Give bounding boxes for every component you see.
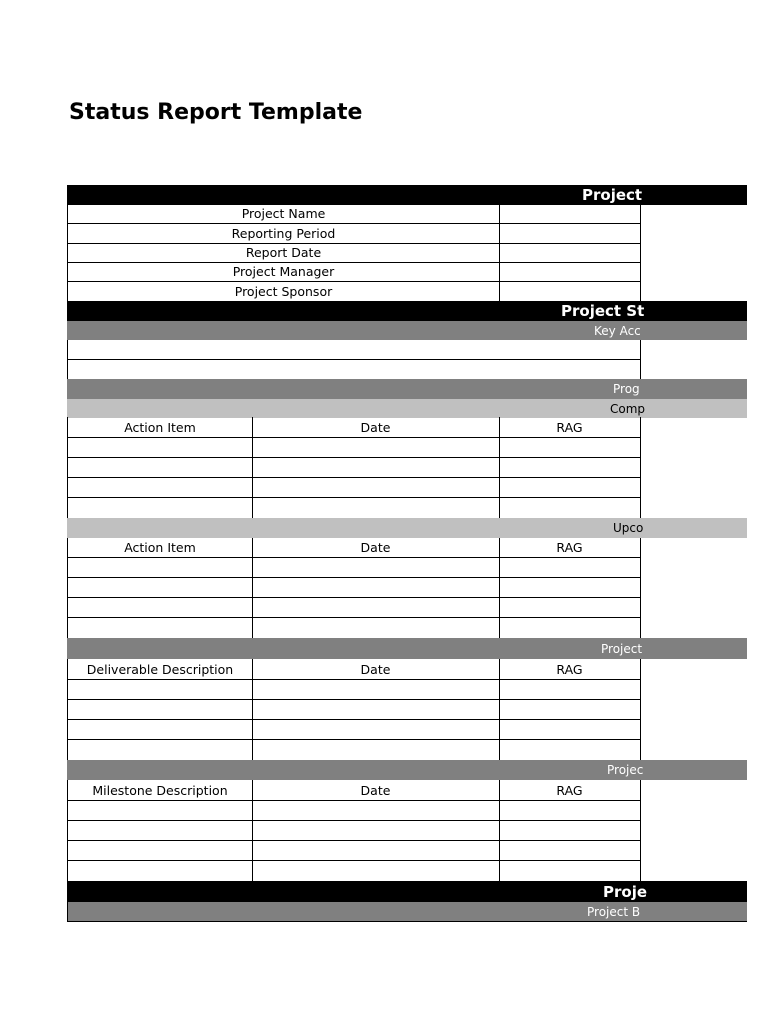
table-cell[interactable] bbox=[499, 437, 641, 458]
table-cell[interactable] bbox=[499, 800, 641, 821]
project-status-header bbox=[67, 301, 747, 321]
table-cell[interactable] bbox=[499, 719, 641, 740]
key-accomplishment-cell[interactable] bbox=[67, 340, 641, 360]
table-row bbox=[67, 820, 747, 841]
project-info-row bbox=[67, 243, 747, 263]
progress-header-label: Prog bbox=[613, 382, 640, 396]
project-info-value[interactable] bbox=[499, 282, 641, 302]
table-row bbox=[67, 597, 747, 618]
table-cell[interactable] bbox=[67, 739, 253, 761]
column-header-rag: RAG bbox=[499, 417, 641, 438]
column-header-rag: RAG bbox=[499, 538, 641, 558]
column-header-action-item: Action Item bbox=[67, 538, 253, 558]
table-cell[interactable] bbox=[499, 699, 641, 720]
table-cell[interactable] bbox=[67, 477, 253, 498]
milestones-table-header bbox=[67, 780, 747, 801]
table-cell[interactable] bbox=[252, 437, 500, 458]
table-row bbox=[67, 477, 747, 498]
project-info-label: Project Sponsor bbox=[67, 282, 500, 302]
table-cell[interactable] bbox=[67, 699, 253, 720]
deliverables-header bbox=[67, 638, 747, 659]
column-header-deliverable-description: Deliverable Description bbox=[67, 659, 253, 680]
table-cell[interactable] bbox=[252, 597, 500, 618]
table-cell[interactable] bbox=[499, 860, 641, 882]
deliverables-header-label: Project bbox=[601, 641, 643, 656]
table-cell[interactable] bbox=[499, 557, 641, 578]
table-cell[interactable] bbox=[252, 840, 500, 861]
table-cell[interactable] bbox=[252, 497, 500, 519]
project-info-label: Project Name bbox=[67, 204, 500, 224]
project-info-row bbox=[67, 262, 747, 282]
project-info-label: Project Manager bbox=[67, 262, 500, 282]
table-row bbox=[67, 577, 747, 598]
table-cell[interactable] bbox=[252, 820, 500, 841]
milestones-header-label: Projec bbox=[607, 763, 644, 777]
table-row bbox=[67, 840, 747, 861]
deliverables-table-header bbox=[67, 659, 747, 680]
table-cell[interactable] bbox=[252, 699, 500, 720]
project-info-header-label: Project bbox=[582, 186, 643, 204]
table-cell[interactable] bbox=[67, 800, 253, 821]
page-title: Status Report Template bbox=[69, 100, 363, 125]
status-report-sheet bbox=[67, 185, 747, 925]
column-header-date: Date bbox=[252, 780, 500, 801]
table-cell[interactable] bbox=[499, 679, 641, 700]
upcoming-header bbox=[67, 518, 747, 538]
key-accomplishment-cell[interactable] bbox=[67, 360, 641, 380]
table-cell[interactable] bbox=[499, 457, 641, 478]
bottom-border bbox=[67, 921, 747, 922]
table-row bbox=[67, 800, 747, 821]
progress-header bbox=[67, 379, 747, 399]
table-cell[interactable] bbox=[252, 557, 500, 578]
table-cell[interactable] bbox=[499, 617, 641, 639]
column-header-milestone-description: Milestone Description bbox=[67, 780, 253, 801]
table-row bbox=[67, 739, 747, 761]
completed-header-label: Comp bbox=[610, 401, 646, 416]
table-cell[interactable] bbox=[67, 719, 253, 740]
milestones-header bbox=[67, 760, 747, 780]
table-cell[interactable] bbox=[252, 617, 500, 639]
table-row bbox=[67, 437, 747, 458]
table-row bbox=[67, 719, 747, 740]
table-cell[interactable] bbox=[67, 457, 253, 478]
table-cell[interactable] bbox=[67, 597, 253, 618]
project-info-label: Report Date bbox=[67, 243, 500, 263]
table-cell[interactable] bbox=[252, 739, 500, 761]
table-row bbox=[67, 679, 747, 700]
table-row bbox=[67, 557, 747, 578]
table-cell[interactable] bbox=[252, 800, 500, 821]
table-cell[interactable] bbox=[252, 719, 500, 740]
table-cell[interactable] bbox=[499, 477, 641, 498]
table-cell[interactable] bbox=[67, 617, 253, 639]
table-cell[interactable] bbox=[499, 497, 641, 519]
key-accomplishments-label: Key Acc bbox=[594, 323, 641, 338]
project-info-value[interactable] bbox=[499, 243, 641, 263]
table-cell[interactable] bbox=[499, 840, 641, 861]
bottom-section-header bbox=[67, 881, 747, 902]
column-header-rag: RAG bbox=[499, 780, 641, 801]
project-info-value[interactable] bbox=[499, 224, 641, 244]
upcoming-header-label: Upco bbox=[613, 521, 644, 535]
table-row bbox=[67, 699, 747, 720]
column-header-date: Date bbox=[252, 659, 500, 680]
project-info-label: Reporting Period bbox=[67, 224, 500, 244]
column-header-action-item: Action Item bbox=[67, 417, 253, 438]
table-cell[interactable] bbox=[67, 497, 253, 519]
project-info-row bbox=[67, 224, 747, 244]
table-cell[interactable] bbox=[499, 597, 641, 618]
table-cell[interactable] bbox=[252, 577, 500, 598]
table-cell[interactable] bbox=[499, 739, 641, 761]
table-cell[interactable] bbox=[67, 679, 253, 700]
table-row bbox=[67, 617, 747, 639]
column-header-date: Date bbox=[252, 417, 500, 438]
table-cell[interactable] bbox=[67, 577, 253, 598]
project-info-row bbox=[67, 282, 747, 302]
table-cell[interactable] bbox=[67, 820, 253, 841]
column-header-rag: RAG bbox=[499, 659, 641, 680]
table-cell[interactable] bbox=[67, 840, 253, 861]
table-cell[interactable] bbox=[67, 557, 253, 578]
bottom-subsection-header-label: Project B bbox=[587, 905, 641, 919]
upcoming-table-header bbox=[67, 538, 747, 558]
bottom-section-header-label: Proje bbox=[603, 882, 648, 901]
completed-table-header bbox=[67, 417, 747, 438]
table-cell[interactable] bbox=[499, 577, 641, 598]
column-header-date: Date bbox=[252, 538, 500, 558]
project-info-value[interactable] bbox=[499, 204, 641, 224]
key-accomplishment-row bbox=[67, 360, 747, 380]
table-row bbox=[67, 497, 747, 519]
table-cell[interactable] bbox=[252, 679, 500, 700]
project-info-header bbox=[67, 185, 747, 205]
bottom-subsection-header bbox=[67, 902, 747, 922]
table-cell[interactable] bbox=[252, 477, 500, 498]
table-cell[interactable] bbox=[252, 860, 500, 882]
table-cell[interactable] bbox=[499, 820, 641, 841]
table-cell[interactable] bbox=[67, 437, 253, 458]
key-accomplishments-header bbox=[67, 321, 747, 340]
table-row bbox=[67, 457, 747, 478]
completed-header bbox=[67, 399, 747, 418]
table-cell[interactable] bbox=[67, 860, 253, 882]
project-info-row bbox=[67, 204, 747, 224]
table-cell[interactable] bbox=[252, 457, 500, 478]
key-accomplishment-row bbox=[67, 340, 747, 360]
table-row bbox=[67, 860, 747, 882]
project-status-header-label: Project St bbox=[561, 302, 645, 320]
project-info-value[interactable] bbox=[499, 262, 641, 282]
